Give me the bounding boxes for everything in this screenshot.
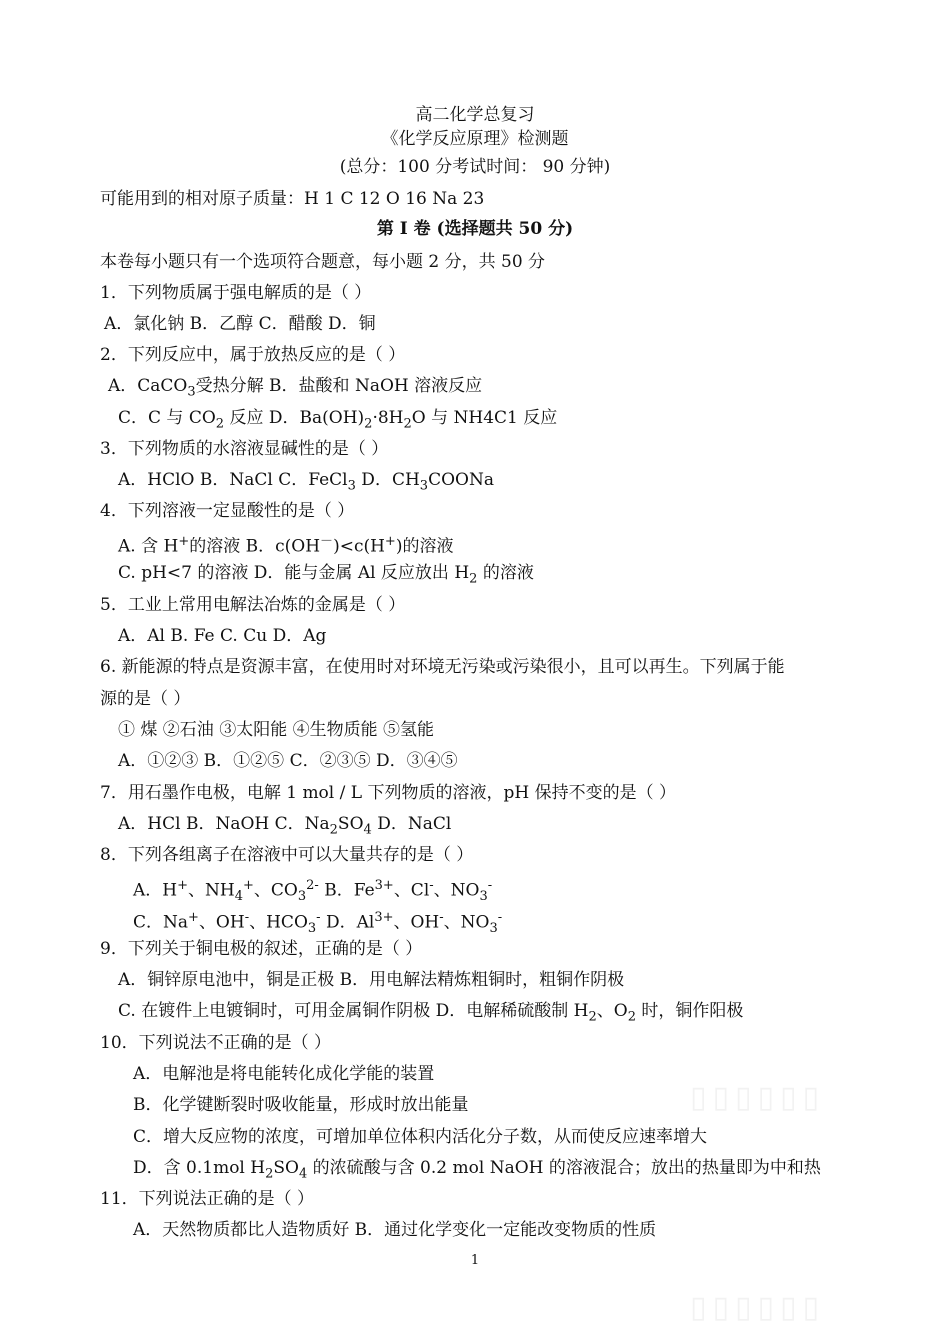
question-2: 2．下列反应中，属于放热反应的是（ ） bbox=[100, 345, 406, 365]
question-9-options-ab: A．铜锌原电池中，铜是正极 B．用电解法精炼粗铜时，粗铜作阴极 bbox=[118, 970, 625, 990]
question-4: 4．下列溶液一定显酸性的是（ ） bbox=[100, 501, 355, 521]
document-subtitle: 《化学反应原理》检测题 bbox=[381, 129, 569, 149]
question-9-options-cd: C. 在镀件上电镀铜时，可用金属铜作阴极 D．电解稀硫酸制 $H_2$、$O_2$ 时，铜作阳极 bbox=[118, 1001, 744, 1025]
document-title: 高二化学总复习 bbox=[415, 105, 535, 125]
question-7-options: A．HCl B．NaOH C．$Na_2SO_4$ D．NaCl bbox=[118, 814, 452, 838]
question-10-option-a: A．电解池是将电能转化成化学能的装置 bbox=[133, 1064, 435, 1084]
question-9: 9．下列关于铜电极的叙述，正确的是（ ） bbox=[100, 939, 423, 959]
question-10: 10．下列说法不正确的是（ ） bbox=[100, 1033, 332, 1053]
question-4-options-ab: A. 含 H+的溶液 B．c(OH－)<c(H+)的溶液 bbox=[118, 534, 454, 557]
question-8-options-ab: A．H+、$NH_4^+$、$CO_3^{2-}$ B．$Fe^{3+}$、Cl-、$NO_3^-$ bbox=[133, 878, 493, 905]
page-number: 1 bbox=[470, 1253, 480, 1268]
question-1-options: A．氯化钠 B．乙醇 C．醋酸 D．铜 bbox=[104, 314, 376, 334]
question-8-options-cd: C．Na+、OH-、$HCO_3^-$ D．$Al^{3+}$、OH-、$NO_3^-$ bbox=[133, 910, 503, 937]
question-11: 11．下列说法正确的是（ ） bbox=[100, 1189, 315, 1209]
question-3: 3．下列物质的水溶液显碱性的是（ ） bbox=[100, 439, 389, 459]
question-2-options-cd: C．C 与 $CO_2$ 反应 D．$Ba(OH)_2\cdot 8H_2O$ 与 NH4C1 反应 bbox=[118, 408, 558, 432]
atomic-mass: 可能用到的相对原子质量：H 1 C 12 O 16 Na 23 bbox=[100, 189, 485, 209]
score-info: (总分：100 分考试时间： 90 分钟) bbox=[339, 157, 611, 177]
watermark-graphic: ▯▯▯▯▯▯ bbox=[690, 1080, 826, 1115]
question-6-items: ① 煤 ②石油 ③太阳能 ④生物质能 ⑤氢能 bbox=[118, 720, 435, 740]
question-8: 8．下列各组离子在溶液中可以大量共存的是（ ） bbox=[100, 845, 474, 865]
watermark-graphic-2: ▯▯▯▯▯▯ bbox=[690, 1290, 826, 1325]
question-7: 7．用石墨作电极，电解 1 mol / L 下列物质的溶液，pH 保持不变的是（ ） bbox=[100, 783, 676, 803]
section-title: 第 I 卷 (选择题共 50 分) bbox=[376, 219, 574, 239]
question-4-options-cd: C. pH<7 的溶液 D．能与金属 Al 反应放出 $H_2$ 的溶液 bbox=[118, 563, 534, 587]
question-10-option-d: D．含 0.1mol $H_2SO_4$ 的浓硫酸与含 0.2 mol NaOH 的溶液混合；放出的热量即为中和热 bbox=[133, 1158, 821, 1182]
question-3-options: A．HClO B．NaCl C．FeCl$_3$ D．$CH_3COONa$ bbox=[118, 470, 494, 494]
question-11-options: A．天然物质都比人造物质好 B．通过化学变化一定能改变物质的性质 bbox=[133, 1220, 657, 1240]
question-10-option-b: B．化学键断裂时吸收能量，形成时放出能量 bbox=[133, 1095, 469, 1115]
question-5-options: A．Al B. Fe C. Cu D．Ag bbox=[118, 626, 327, 646]
instructions: 本卷每小题只有一个选项符合题意，每小题 2 分，共 50 分 bbox=[100, 252, 546, 272]
question-2-options-ab: A．CaCO$_3$受热分解 B．盐酸和 NaOH 溶液反应 bbox=[108, 376, 483, 400]
question-1: 1．下列物质属于强电解质的是（ ） bbox=[100, 283, 372, 303]
question-6-cont: 源的是（ ） bbox=[100, 689, 191, 709]
question-10-option-c: C．增大反应物的浓度，可增加单位体积内活化分子数，从而使反应速率增大 bbox=[133, 1127, 708, 1147]
question-6-options: A．①②③ B．①②⑤ C．②③⑤ D．③④⑤ bbox=[118, 751, 458, 771]
question-5: 5．工业上常用电解法冶炼的金属是（ ） bbox=[100, 595, 406, 615]
question-6: 6. 新能源的特点是资源丰富，在使用时对环境无污染或污染很小，且可以再生。下列属于能 bbox=[100, 657, 785, 677]
